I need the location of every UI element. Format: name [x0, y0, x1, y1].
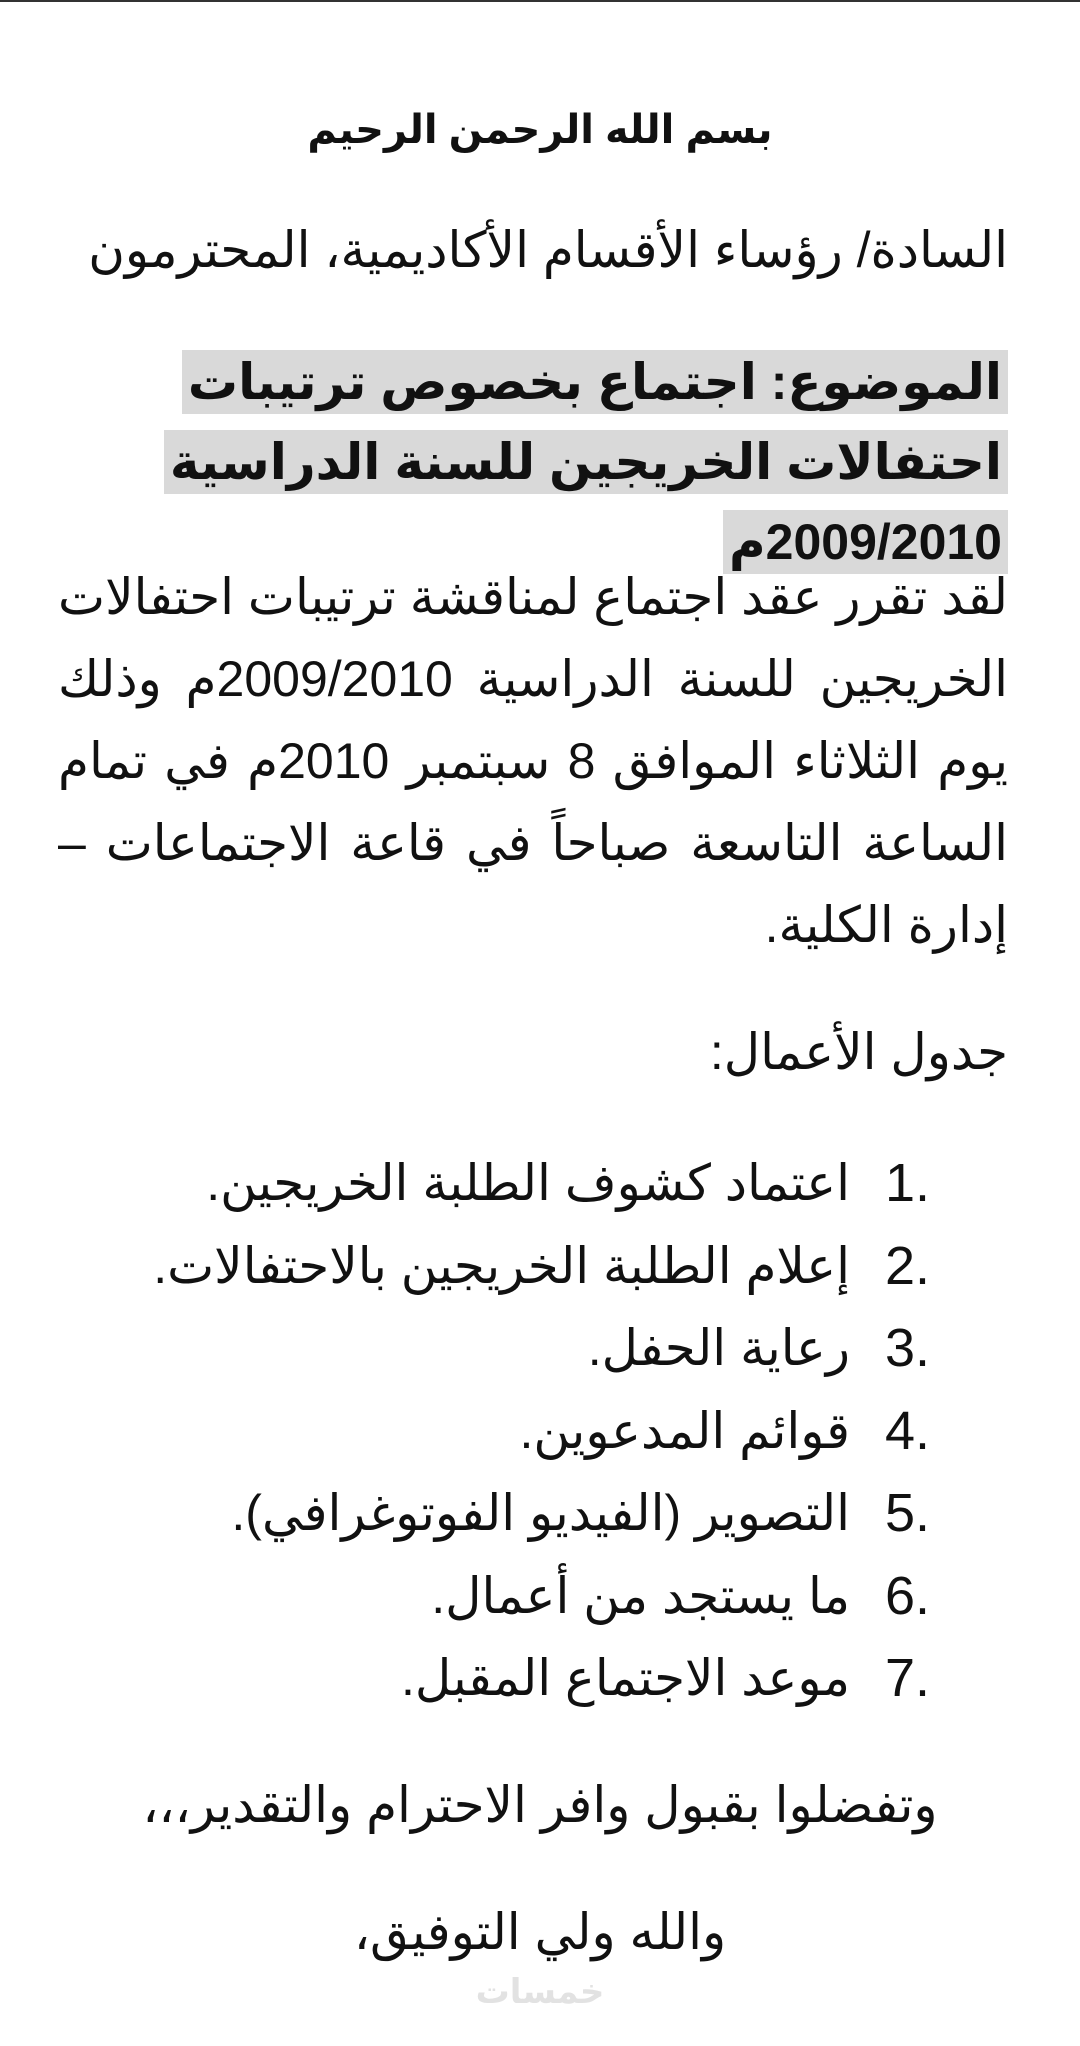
addressee-line: السادة/ رؤساء الأقسام الأكاديمية، المحترمون: [88, 222, 1008, 278]
agenda-item-text: إعلام الطلبة الخريجين بالاحتفالات.: [153, 1237, 850, 1294]
agenda-item-text: التصوير (الفيديو الفوتوغرافي).: [231, 1485, 850, 1541]
agenda-item-number: 5.: [884, 1483, 930, 1543]
watermark-logo: خمسات: [475, 1973, 605, 2011]
agenda-item: [0, 1307, 1080, 1390]
agenda-item: [0, 1225, 1080, 1308]
subject-highlight: الموضوع: اجتماع بخصوص ترتيبات احتفالات الخريجين للسنة الدراسية 2009/2010م: [164, 350, 1008, 574]
agenda-item: [0, 1637, 1080, 1720]
agenda-item-number: 3.: [884, 1318, 930, 1378]
agenda-item-text: رعاية الحفل.: [587, 1320, 850, 1376]
agenda-item: [0, 1142, 1080, 1225]
agenda-item-text: اعتماد كشوف الطلبة الخريجين.: [206, 1155, 850, 1211]
agenda-item-number: 4.: [884, 1400, 930, 1461]
agenda-item-number: 6.: [884, 1565, 930, 1626]
closing-line: وتفضلوا بقبول وافر الاحترام والتقدير،،،: [142, 1777, 938, 1833]
agenda-title: جدول الأعمال:: [709, 1024, 1008, 1080]
agenda-item: [0, 1555, 1080, 1638]
agenda-item-number: 2.: [884, 1235, 930, 1296]
agenda-item: [0, 1390, 1080, 1473]
agenda-list: [0, 1142, 1080, 1720]
signoff-line: والله ولي التوفيق،: [353, 1904, 727, 1960]
agenda-item: [0, 1472, 1080, 1555]
basmala-heading: بسم الله الرحمن الرحيم: [307, 108, 773, 152]
agenda-item-number: 7.: [884, 1648, 930, 1708]
body-paragraph: لقد تقرر عقد اجتماع لمناقشة ترتيبات احتفالات الخريجين للسنة الدراسية 2009/2010م وذلك يوم الثلاثاء الموافق 8 سبتمبر 2010م في تمام الساعة التاسعة صباحاً في قاعة الاجتماعات – إدارة الكلية.: [58, 569, 1008, 953]
agenda-item-number: 1.: [884, 1153, 930, 1213]
agenda-item-text: قوائم المدعوين.: [519, 1402, 850, 1459]
agenda-item-text: ما يستجد من أعمال.: [431, 1567, 850, 1624]
agenda-item-text: موعد الاجتماع المقبل.: [400, 1650, 850, 1706]
subject-line: [68, 342, 1008, 582]
